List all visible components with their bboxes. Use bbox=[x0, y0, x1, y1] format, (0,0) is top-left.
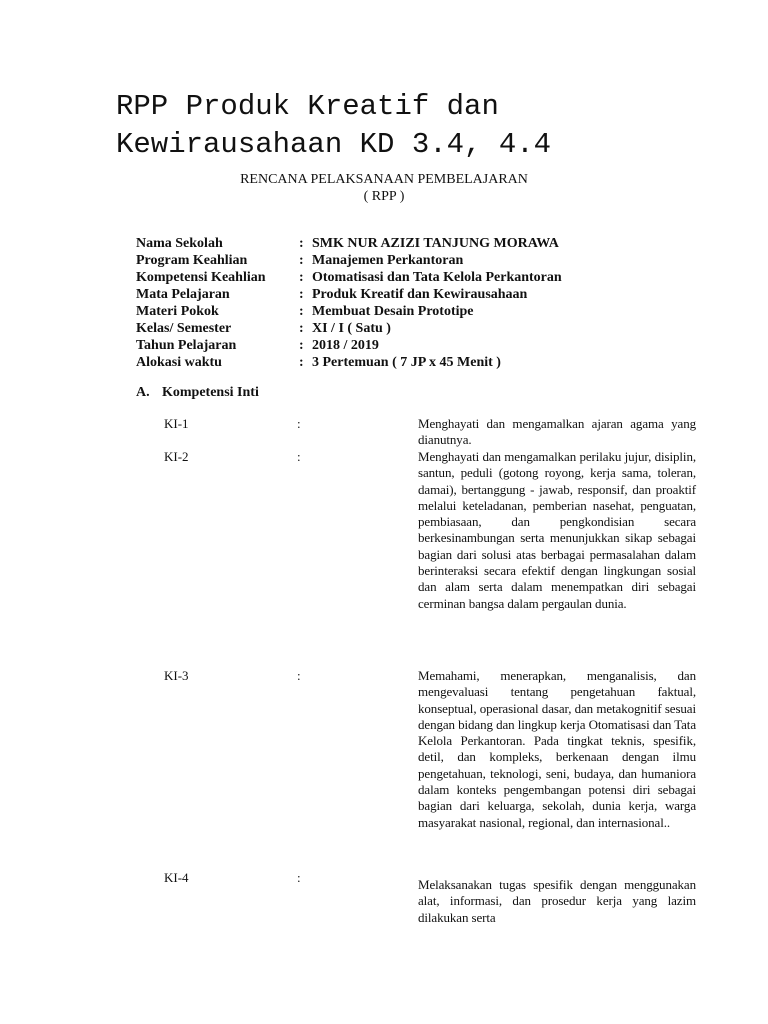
ki-description: Menghayati dan mengamalkan perilaku jujur, disiplin, santun, peduli (gotong royong, kerja sama, toleran, damai), bertanggung - jawab, responsif, dan proaktif melalui keteladanan, pemberian nasehat, penguatan, pembiasaan, dan pengkondisian secara berkesinambungan serta menunjukkan sikap sebagai bagian dari solusi atas berbagai permasalahan dalam berinteraksi secara efektif dengan lingkungan sosial dan alam serta dalam menempatkan diri sebagai cerminan bangsa dalam pergaulan dunia. bbox=[418, 449, 696, 611]
identity-value: Membuat Desain Prototipe bbox=[312, 304, 474, 319]
identity-colon: : bbox=[299, 321, 304, 336]
ki-colon: : bbox=[297, 416, 301, 431]
ki-code: KI-3 bbox=[164, 668, 189, 683]
identity-colon: : bbox=[299, 253, 304, 268]
ki-description: Melaksanakan tugas spesifik dengan menggunakan alat, informasi, dan prosedur kerja yang lazim dilakukan serta bbox=[418, 877, 696, 925]
identity-value: 2018 / 2019 bbox=[312, 338, 379, 353]
document-subheading: ( RPP ) bbox=[363, 189, 405, 204]
section-title: Kompetensi Inti bbox=[162, 385, 259, 400]
identity-value: XI / I ( Satu ) bbox=[312, 321, 391, 336]
identity-label: Kelas/ Semester bbox=[136, 321, 232, 336]
page-title: RPP Produk Kreatif dan Kewirausahaan KD 3.4, 4.4 bbox=[116, 90, 552, 161]
identity-colon: : bbox=[299, 338, 304, 353]
identity-value: 3 Pertemuan ( 7 JP x 45 Menit ) bbox=[312, 355, 501, 370]
identity-colon: : bbox=[299, 236, 304, 251]
ki-description: Menghayati dan mengamalkan ajaran agama yang dianutnya. bbox=[418, 416, 696, 448]
ki-description: Memahami, menerapkan, menganalisis, dan mengevaluasi tentang pengetahuan faktual, konseptual, operasional dasar, dan metakognitif sesuai dengan bidang dan lingkup kerja Otomatisasi dan Tata Kelola Perkantoran. Pada tingkat teknis, spesifik, detil, dan kompleks, berkenaan dengan ilmu pengetahuan, teknologi, seni, budaya, dan humaniora dalam konteks pengembangan potensi diri sebagai bagian dari keluarga, sekolah, dunia kerja, warga masyarakat nasional, regional, dan internasional.. bbox=[418, 668, 696, 830]
ki-code: KI-1 bbox=[164, 416, 189, 431]
section-heading-kompetensi-inti bbox=[136, 384, 259, 401]
identity-colon: : bbox=[299, 270, 304, 285]
identity-label: Alokasi waktu bbox=[136, 355, 222, 370]
identity-label: Mata Pelajaran bbox=[136, 287, 230, 302]
document-heading: RENCANA PELAKSANAAN PEMBELAJARAN bbox=[240, 172, 528, 187]
ki-code: KI-2 bbox=[164, 449, 189, 464]
identity-label: Kompetensi Keahlian bbox=[136, 270, 266, 285]
identity-colon: : bbox=[299, 304, 304, 319]
identity-value: Manajemen Perkantoran bbox=[312, 253, 464, 268]
identity-label: Tahun Pelajaran bbox=[136, 338, 237, 353]
ki-code: KI-4 bbox=[164, 870, 189, 885]
identity-label: Materi Pokok bbox=[136, 304, 219, 319]
ki-colon: : bbox=[297, 449, 301, 464]
ki-colon: : bbox=[297, 870, 301, 885]
ki-colon: : bbox=[297, 668, 301, 683]
identity-colon: : bbox=[299, 355, 304, 370]
identity-value: Otomatisasi dan Tata Kelola Perkantoran bbox=[312, 270, 562, 285]
section-letter: A. bbox=[136, 385, 150, 400]
identity-label: Program Keahlian bbox=[136, 253, 248, 268]
identity-value: SMK NUR AZIZI TANJUNG MORAWA bbox=[312, 236, 559, 251]
identity-colon: : bbox=[299, 287, 304, 302]
identity-value: Produk Kreatif dan Kewirausahaan bbox=[312, 287, 528, 302]
identity-label: Nama Sekolah bbox=[136, 236, 223, 251]
